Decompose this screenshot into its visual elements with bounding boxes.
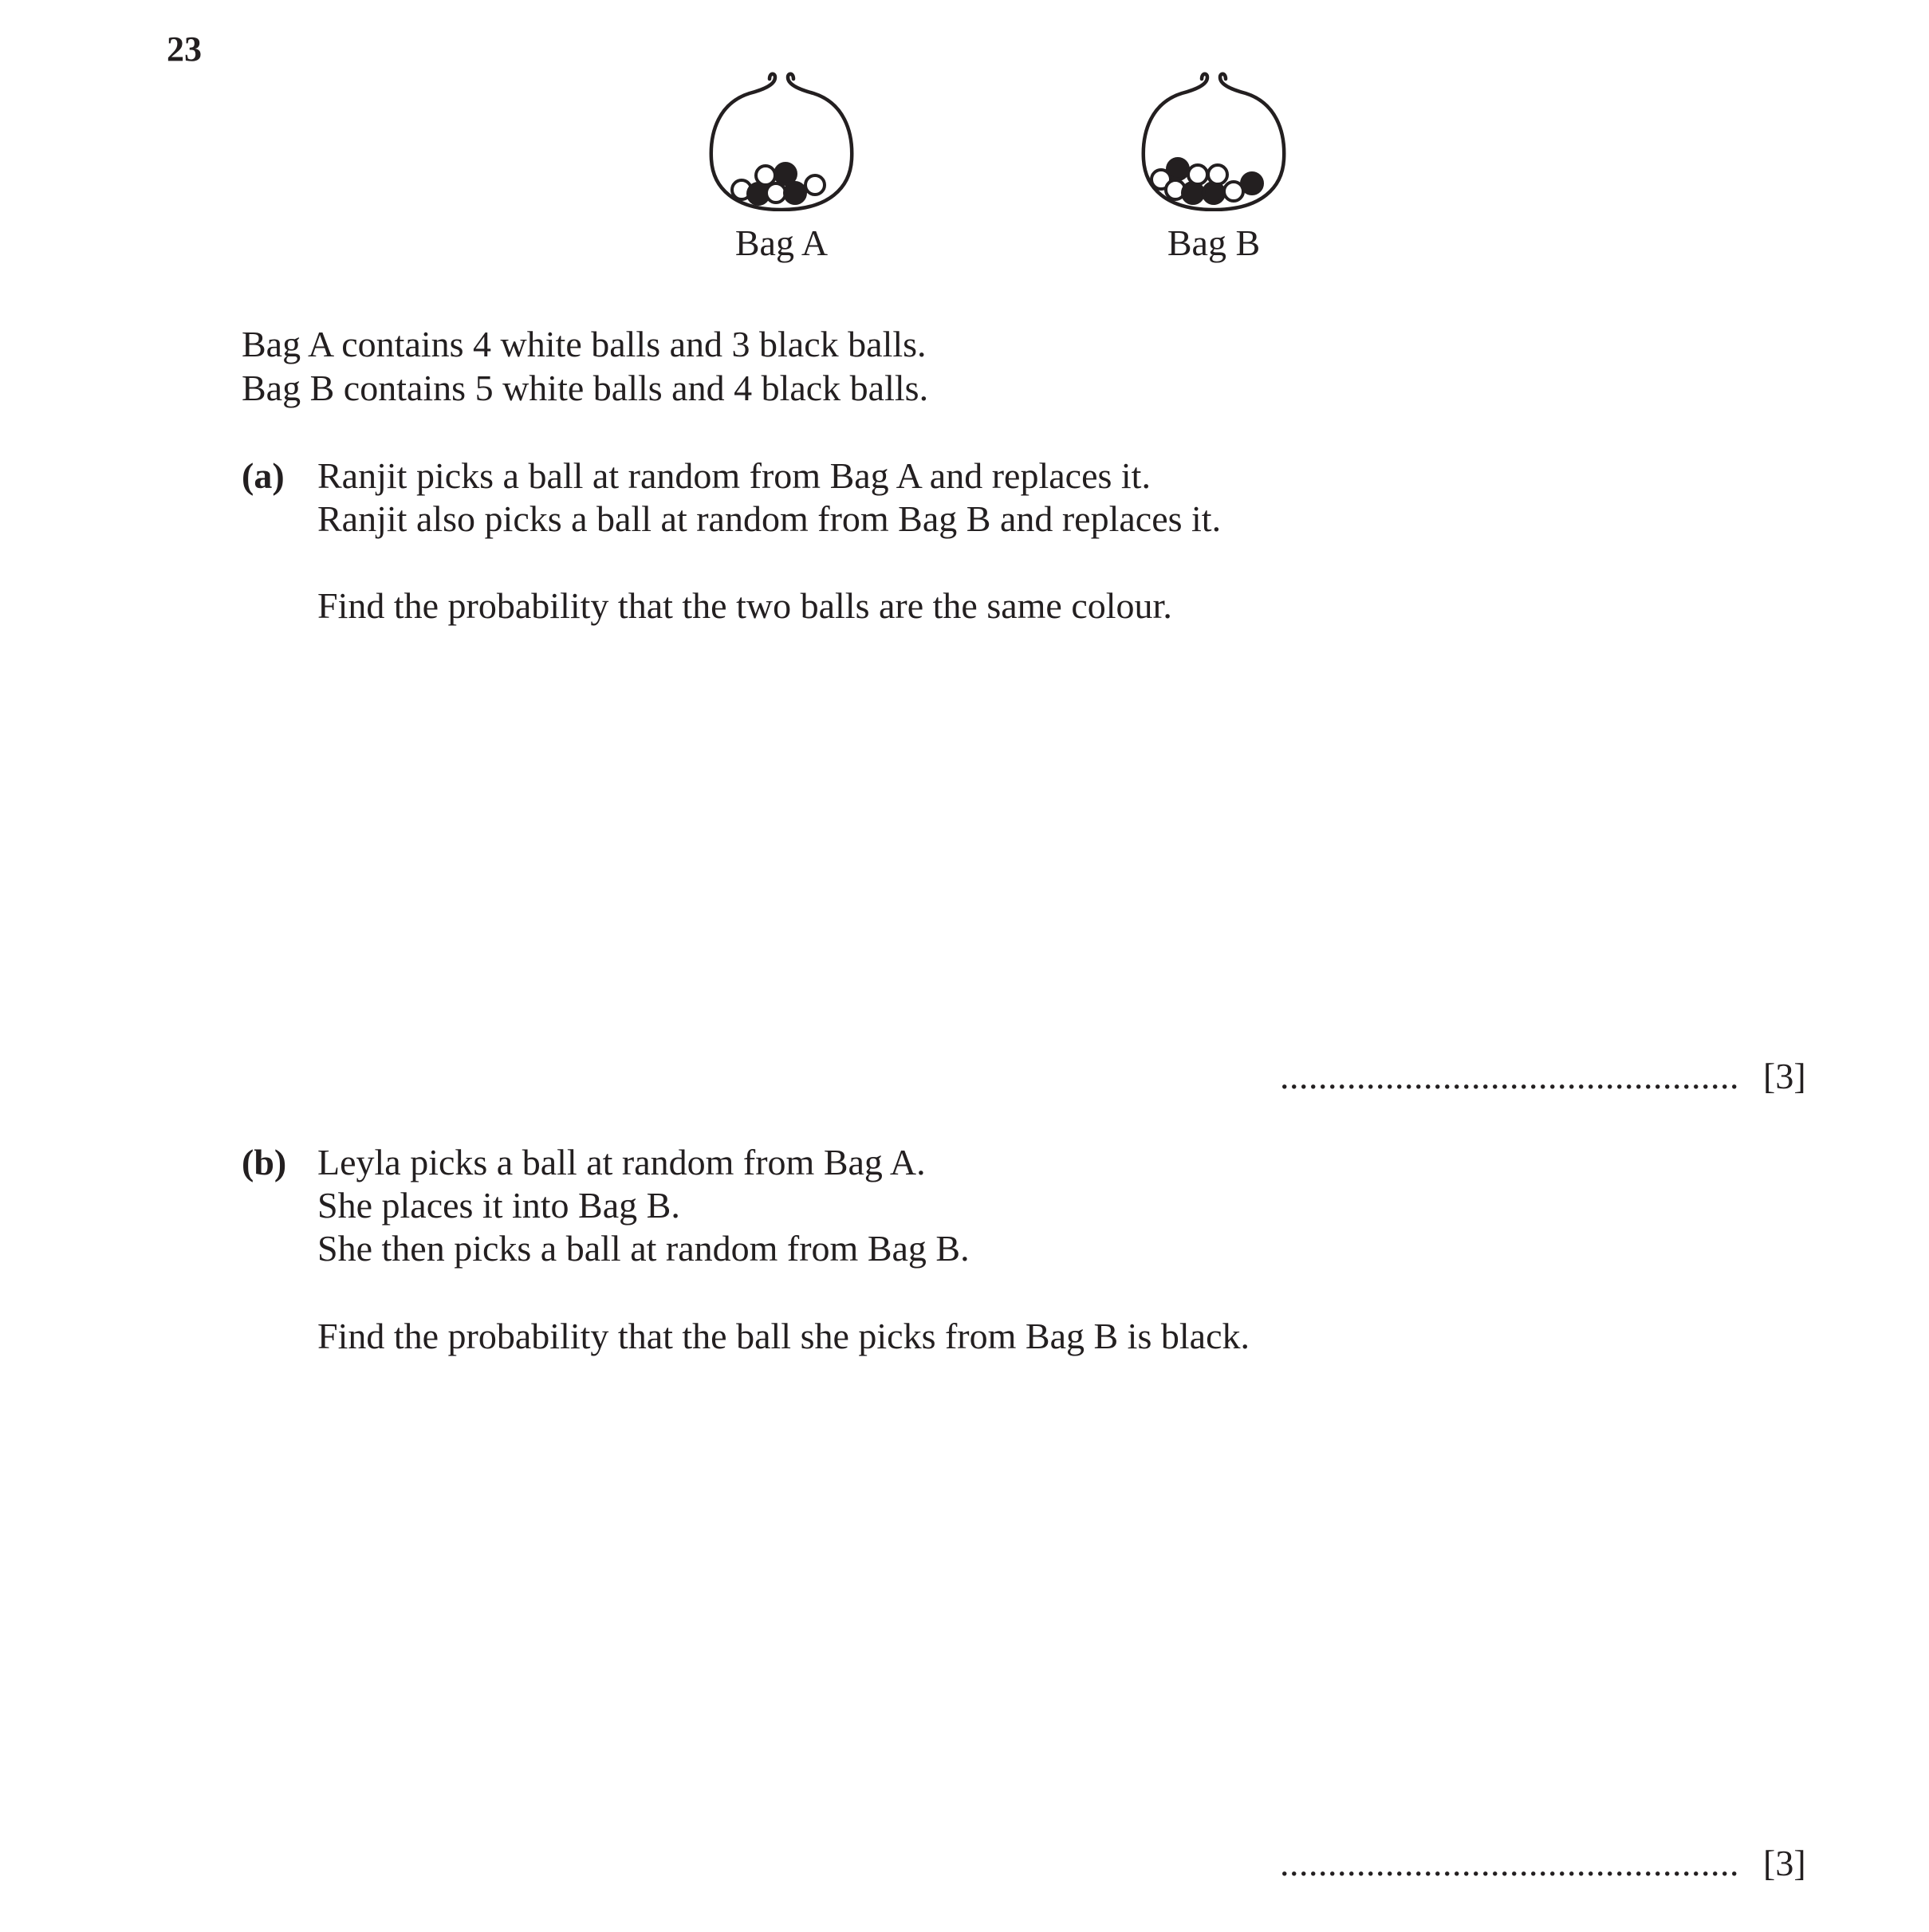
ball-black — [1203, 183, 1224, 203]
part-a-answer-line[interactable] — [1280, 1055, 1806, 1098]
part-b-line: She then picks a ball at random from Bag B. — [317, 1228, 970, 1269]
bag-b-label: Bag B — [1167, 222, 1261, 263]
ball-white — [756, 166, 775, 185]
ball-white — [1188, 165, 1207, 184]
ball-black — [1242, 173, 1262, 194]
marks: [3] — [1763, 1843, 1806, 1883]
part-b-label: (b) — [242, 1142, 287, 1182]
part-a-question: Find the probability that the two balls are the same colour. — [317, 585, 1172, 626]
bag-a-illustration — [702, 68, 861, 211]
ball-black — [1183, 183, 1203, 203]
part-b-line: She places it into Bag B. — [317, 1185, 680, 1226]
ball-white — [1208, 165, 1227, 184]
answer-dots[interactable]: ................................................ — [1280, 1843, 1739, 1883]
ball-black — [785, 183, 805, 203]
part-a-label: (a) — [242, 455, 285, 496]
part-b-question: Find the probability that the ball she picks from Bag B is black. — [317, 1316, 1250, 1356]
answer-dots[interactable]: ................................................ — [1280, 1056, 1739, 1096]
intro-line: Bag B contains 5 white balls and 4 black balls. — [242, 368, 929, 408]
bag-b-illustration — [1134, 68, 1293, 211]
part-b-line: Leyla picks a ball at random from Bag A. — [317, 1142, 926, 1182]
part-a-line: Ranjit picks a ball at random from Bag A and replaces it. — [317, 455, 1151, 496]
ball-black — [775, 163, 796, 184]
ball-white — [805, 175, 825, 195]
part-b-answer-line[interactable] — [1280, 1842, 1806, 1885]
part-a-line: Ranjit also picks a ball at random from Bag B and replaces it. — [317, 498, 1222, 539]
question-number: 23 — [167, 30, 202, 69]
marks: [3] — [1763, 1056, 1806, 1096]
bag-a-label: Bag A — [734, 222, 829, 263]
intro-line: Bag A contains 4 white balls and 3 black balls. — [242, 324, 927, 364]
ball-white — [766, 183, 785, 203]
